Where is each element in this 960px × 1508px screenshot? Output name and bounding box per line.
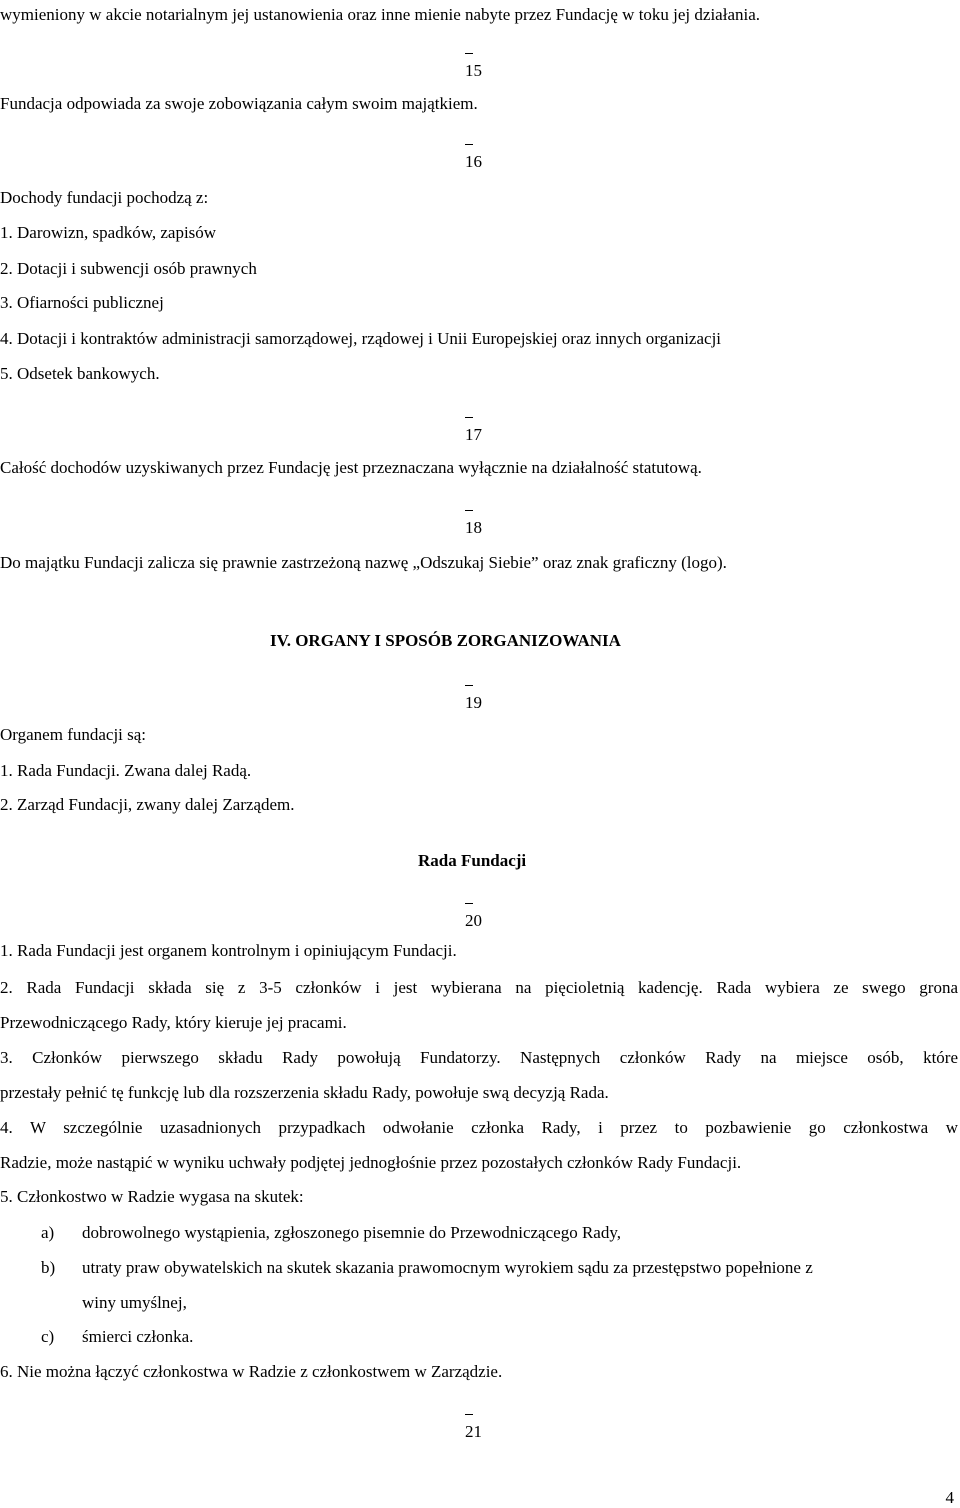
sublist-item-continuation: winy umyślnej, bbox=[82, 1293, 187, 1312]
section-tick bbox=[465, 903, 473, 911]
list-item: 5. Odsetek bankowych. bbox=[0, 364, 160, 383]
text-line: Fundacja odpowiada za swoje zobowiązania całym swoim majątkiem. bbox=[0, 94, 478, 113]
text-line: Dochody fundacji pochodzą z: bbox=[0, 188, 209, 207]
list-item: 1. Rada Fundacji jest organem kontrolnym i opiniującym Fundacji. bbox=[0, 941, 457, 960]
section-marker-18: 18 bbox=[465, 518, 482, 538]
sublist-marker: c) bbox=[41, 1327, 55, 1346]
text-line: przestały pełnić tę funkcję lub dla rozszerzenia składu Rady, powołuje swą decyzją Rada. bbox=[0, 1083, 609, 1102]
list-item: 4. Dotacji i kontraktów administracji samorządowej, rządowej i Unii Europejskiej oraz innych organizacji bbox=[0, 329, 722, 348]
list-item: 2. Dotacji i subwencji osób prawnych bbox=[0, 259, 257, 278]
section-tick bbox=[465, 1414, 473, 1422]
sublist-marker: a) bbox=[41, 1223, 55, 1242]
section-tick bbox=[465, 510, 473, 518]
section-marker-21: 21 bbox=[465, 1422, 482, 1442]
section-tick bbox=[465, 53, 473, 61]
subsection-heading: Rada Fundacji bbox=[418, 851, 527, 870]
page-number: 4 bbox=[945, 1488, 954, 1507]
sublist-item: utraty praw obywatelskich na skutek skazania prawomocnym wyrokiem sądu za przestępstwo popełnione z bbox=[82, 1258, 813, 1277]
sublist-marker: b) bbox=[41, 1258, 56, 1277]
list-item: 4. W szczególnie uzasadnionych przypadkach odwołanie członka Rady, i przez to pozbawienie go członkostwa w bbox=[0, 1118, 958, 1137]
section-marker-19: 19 bbox=[465, 693, 482, 713]
text-line: Całość dochodów uzyskiwanych przez Fundację jest przeznaczana wyłącznie na działalność statutową. bbox=[0, 458, 702, 477]
list-item: 3. Członków pierwszego składu Rady powołują Fundatorzy. Następnych członków Rady na miejsce osób, które bbox=[0, 1048, 958, 1067]
sublist-item: śmierci członka. bbox=[82, 1327, 194, 1346]
section-marker-17: 17 bbox=[465, 425, 482, 445]
list-item: 1. Darowizn, spadków, zapisów bbox=[0, 223, 217, 242]
list-item: 2. Rada Fundacji składa się z 3-5 członków i jest wybierana na pięcioletnią kadencję. Rada wybiera ze swego grona bbox=[0, 978, 958, 997]
text-line: wymieniony w akcie notarialnym jej ustanowienia oraz inne mienie nabyte przez Fundację w toku jej działania. bbox=[0, 5, 761, 24]
list-item: 3. Ofiarności publicznej bbox=[0, 293, 164, 312]
section-marker-15: 15 bbox=[465, 61, 482, 81]
section-tick bbox=[465, 685, 473, 693]
chapter-heading: IV. ORGANY I SPOSÓB ZORGANIZOWANIA bbox=[270, 631, 621, 650]
list-item: 6. Nie można łączyć członkostwa w Radzie z członkostwem w Zarządzie. bbox=[0, 1362, 503, 1381]
text-line: Do majątku Fundacji zalicza się prawnie zastrzeżoną nazwę „Odszukaj Siebie” oraz znak graficzny (logo). bbox=[0, 553, 727, 572]
section-tick bbox=[465, 144, 473, 152]
list-item: 2. Zarząd Fundacji, zwany dalej Zarządem. bbox=[0, 795, 295, 814]
list-item: 5. Członkostwo w Radzie wygasa na skutek: bbox=[0, 1187, 304, 1206]
text-line: Radzie, może nastąpić w wyniku uchwały podjętej jednogłośnie przez pozostałych członków Rady Fundacji. bbox=[0, 1153, 742, 1172]
list-item: 1. Rada Fundacji. Zwana dalej Radą. bbox=[0, 761, 252, 780]
section-marker-16: 16 bbox=[465, 152, 482, 172]
section-marker-20: 20 bbox=[465, 911, 482, 931]
section-tick bbox=[465, 417, 473, 425]
text-line: Przewodniczącego Rady, który kieruje jej pracami. bbox=[0, 1013, 347, 1032]
sublist-item: dobrowolnego wystąpienia, zgłoszonego pisemnie do Przewodniczącego Rady, bbox=[82, 1223, 621, 1242]
text-line: Organem fundacji są: bbox=[0, 725, 147, 744]
